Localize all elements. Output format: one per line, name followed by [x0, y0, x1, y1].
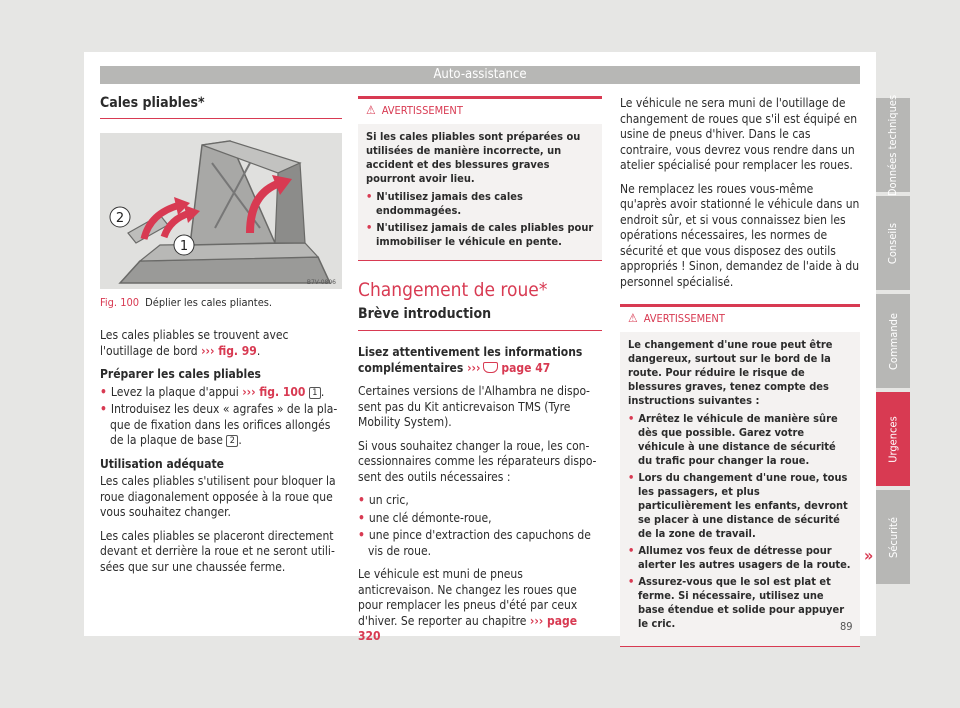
figure-code: B7V-0806 [306, 278, 336, 286]
book-icon [483, 362, 498, 373]
bullet-icon: • [628, 544, 635, 557]
warning-icon: ⚠ [628, 311, 638, 325]
warning-header: ⚠ AVERTISSEMENT [358, 99, 602, 124]
warning-box [620, 304, 860, 647]
list-item: • Levez la plaque d'appui ››› fig. 100 1 . [100, 384, 325, 399]
chock-illustration [100, 133, 342, 289]
warning-item: • Arrêtez le véhicule de manière sûre dès que possible. Garez votre véhicule à une distance de sécurité du trafic pour changer la roue. [628, 412, 838, 467]
warning-item: • Lors du changement d'une roue, tous les passagers, et plus particulièrement les enfants, devront se placer à une distance de sécurité de la zone de travail. [628, 471, 848, 540]
warning-header: ⚠ AVERTISSEMENT [620, 307, 860, 332]
section-title: Cales pliables* [100, 96, 342, 119]
read-more-arrows: ››› [467, 360, 481, 375]
bullet-icon: • [366, 190, 373, 203]
paragraph: Le véhicule est muni de pneus anticrevaison. Ne changez les roues que pour remplacer les pneus d'été par ceux d'hiver. Se reporter au chapitre ››› page 320 [358, 567, 578, 643]
right-column [620, 96, 860, 647]
intro-paragraph: Les cales pliables se trouvent avec l'outillage de bord ››› fig. 99. [100, 328, 289, 358]
bullet-icon: • [366, 221, 373, 234]
tab-commande[interactable]: Commande [876, 294, 910, 388]
bullet-icon: • [358, 528, 365, 542]
left-column [100, 96, 342, 583]
warning-item: • Assurez-vous que le sol est plat et ferme. Si nécessaire, utilisez une base étendue et solide pour appuyer le cric. [628, 575, 845, 630]
bullet-icon: • [628, 412, 635, 425]
tab-securite[interactable]: Sécurité [876, 490, 910, 584]
tab-urgences[interactable]: Urgences [876, 392, 910, 486]
bullet-icon: • [628, 575, 635, 588]
prepare-title: Préparer les cales pliables [100, 367, 261, 381]
step-number-badge: 1 [309, 387, 321, 399]
read-more-paragraph: Lisez attentivement les informations complémentaires ››› page 47 [358, 345, 583, 375]
bullet-icon: • [100, 402, 107, 416]
warning-icon: ⚠ [366, 103, 376, 117]
tab-conseils[interactable]: Conseils [876, 196, 910, 290]
paragraph: Si vous souhaitez changer la roue, les concessionnaires comme les réparateurs disposent des outils nécessaires : [358, 438, 597, 484]
chapter-title: Changement de roue* [358, 279, 548, 301]
continue-arrow-icon: » [864, 546, 874, 565]
paragraph: Le véhicule ne sera muni de l'outillage de changement de roues que s'il est équipé en usine de pneus d'hiver. Dans le cas contraire, vous devrez vous rendre dans un atelier spécialisé pour remplacer les roues. [620, 96, 858, 172]
bullet-icon: • [628, 471, 635, 484]
figure-label-2: 2 [115, 210, 125, 226]
list-item: • un cric, [358, 493, 409, 507]
bullet-icon: • [358, 493, 365, 507]
warning-item: • N'utilisez jamais des cales endommagées. [366, 190, 523, 217]
list-item: • une clé démonte-roue, [358, 510, 492, 525]
warning-item: • Allumez vos feux de détresse pour alerter les autres usagers de la route. [628, 544, 851, 571]
fig99-link[interactable]: ››› fig. 99 [201, 343, 257, 358]
warning-intro: Le changement d'une roue peut être dangereux, surtout sur le bord de la route. Pour réduire le risque de blessures graves, tenez compte des instructions suivantes : [628, 338, 833, 407]
page320-link[interactable]: ››› page 320 [358, 613, 578, 643]
list-item: • une pince d'extraction des capuchons de vis de roue. [358, 528, 591, 558]
paragraph: Certaines versions de l'Alhambra ne disposent pas du Kit anticrevaison TMS (Tyre Mobility System). [358, 384, 590, 429]
tab-donnees-techniques[interactable]: Données techniques [876, 98, 910, 192]
warning-item: • N'utilisez jamais de cales pliables pour immobiliser le véhicule en pente. [366, 221, 594, 248]
figure-caption-text: Déplier les cales pliantes. [145, 295, 273, 309]
figure-folding-chocks [100, 133, 342, 289]
warning-intro: Si les cales pliables sont préparées ou utilisées de manière incorrecte, un accident et des blessures graves pourront avoir lieu. [366, 130, 581, 185]
subsection-title: Brève introduction [358, 307, 602, 332]
bullet-icon: • [100, 384, 107, 399]
figure-caption [100, 295, 342, 311]
figure-label-1: 1 [179, 238, 189, 254]
use-paragraph-1: Les cales pliables s'utilisent pour bloquer la roue diagonalement opposée à la roue que vous souhaitez changer. [100, 474, 336, 519]
middle-column [358, 96, 602, 653]
list-item: • Introduisez les deux « agrafes » de la plaque de fixation dans les orifices allongés de la plaque de base 2 . [100, 402, 338, 447]
fig100-link[interactable]: ››› fig. 100 [242, 384, 306, 399]
paragraph: Ne remplacez les roues vous-même qu'après avoir stationné le véhicule dans un endroit sûr, et si vous connaissez bien les opérations nécessaires, les normes de sécurité et que vous disposez des outils appropriés ! Sinon, demandez de l'aide à du personnel spécialisé. [620, 181, 860, 289]
chapter-header: Auto-assistance [100, 66, 860, 84]
chapter-tabs [876, 94, 910, 588]
warning-box [358, 96, 602, 261]
figure-number: Fig. 100 [100, 295, 140, 309]
bullet-icon: • [358, 510, 365, 525]
step-number-badge: 2 [226, 435, 238, 447]
page-number: 89 [840, 620, 853, 633]
use-title: Utilisation adéquate [100, 456, 224, 471]
page47-link[interactable]: page 47 [501, 360, 551, 375]
use-paragraph-2: Les cales pliables se placeront directement devant et derrière la roue et ne seront utilisées que sur une chaussée ferme. [100, 528, 335, 574]
